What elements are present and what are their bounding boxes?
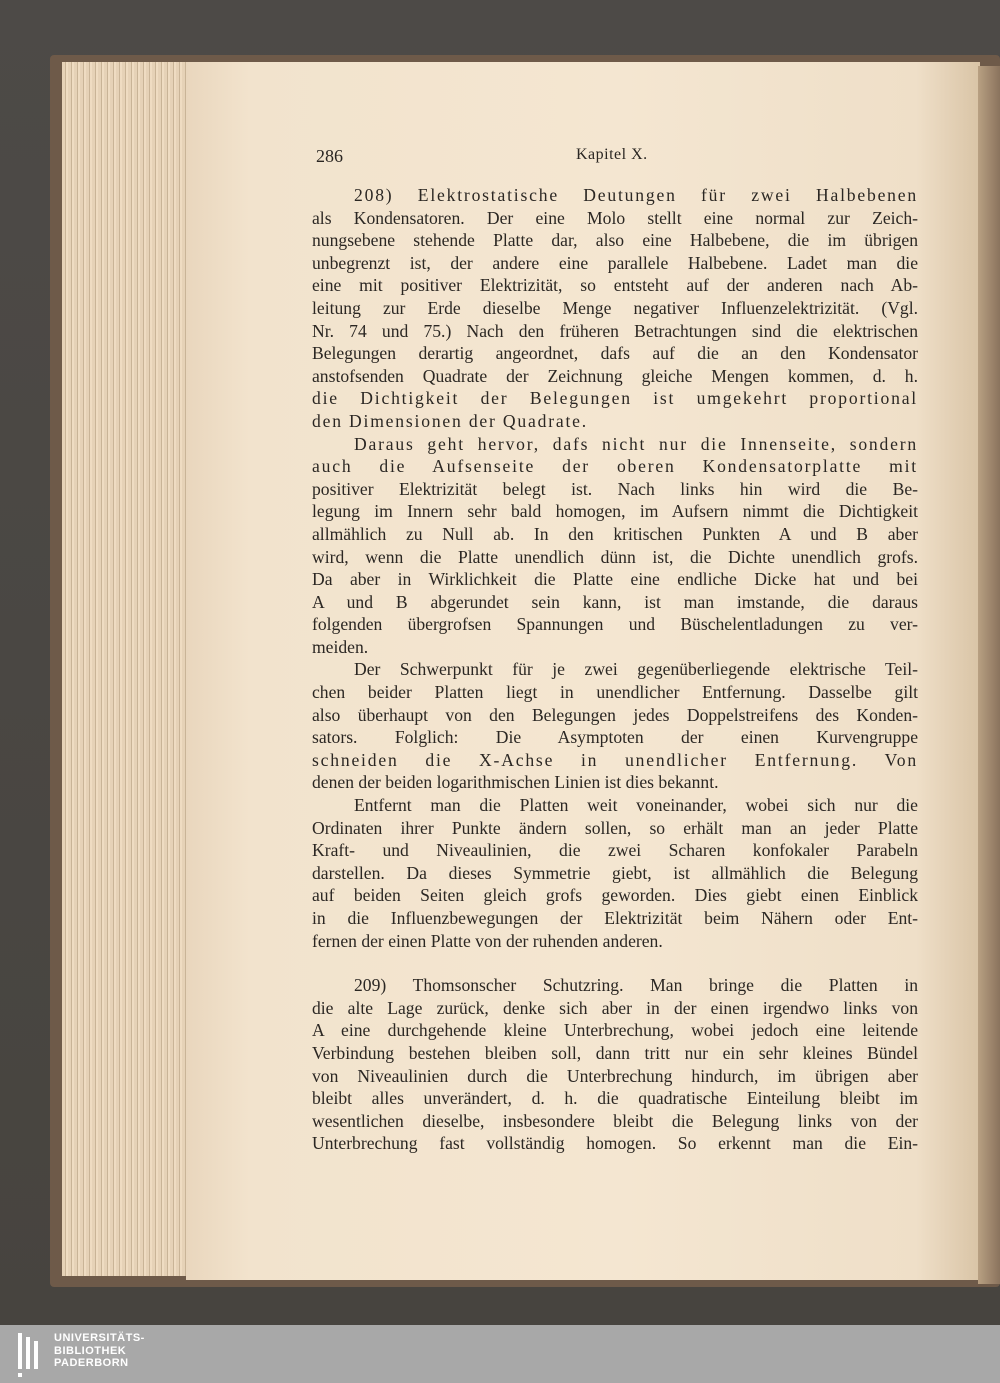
page-edges [62,62,188,1276]
text-line: also überhaupt von den Belegungen jedes Doppelstreifens des Konden- [312,704,918,725]
page-number: 286 [316,146,343,166]
text-line: denen der beiden logarithmischen Linien ist dies bekannt. [312,772,719,793]
text-line: 208) Elektrostatische Deutungen für zwei Halbebenen [354,185,918,205]
body-text [312,184,918,1155]
text-line: auf beiden Seiten gleich grofs geworden. Dies giebt einen Einblick [312,885,918,906]
text-line: die alte Lage zurück, denke sich aber in der einen irgendwo links von [312,997,918,1018]
text-line: Nr. 74 und 75.) Nach den früheren Betrachtungen sind die elektrischen [312,320,918,341]
page-gutter-edge [978,66,1000,1284]
library-logo-icon [18,1333,46,1377]
text-line: wesentlichen dieselbe, insbesondere bleibt die Belegung links von der [312,1110,918,1131]
text-line: meiden. [312,636,369,657]
text-line: folgenden übergrofsen Spannungen und Büschelentladungen zu ver- [312,614,918,635]
text-line: unbegrenzt ist, der andere eine parallele Halbebene. Ladet man die [312,252,918,273]
text-line: als Kondensatoren. Der eine Molo stellt eine normal zur Zeich- [312,207,918,228]
library-footer [0,1325,1000,1383]
text-line: Der Schwerpunkt für je zwei gegenüberliegende elektrische Teil- [354,659,918,680]
text-line: Belegungen derartig angeordnet, dafs auf die an den Kondensator [312,343,918,364]
text-line: legung im Innern sehr bald homogen, im Aufsern nimmt die Dichtigkeit [312,501,918,522]
text-line: die Dichtigkeit der Belegungen ist umgekehrt proportional [312,388,918,409]
text-line: A eine durchgehende kleine Unterbrechung, wobei jedoch eine leitende [312,1020,918,1041]
text-line: darstellen. Da dieses Symmetrie giebt, ist allmählich die Belegung [312,862,918,883]
text-line: positiver Elektrizität belegt ist. Nach links hin wird die Be- [312,478,918,499]
text-line: sators. Folglich: Die Asymptoten der einen Kurvengruppe [312,727,918,748]
text-line: Verbindung bestehen bleiben soll, dann tritt nur ein sehr kleines Bündel [312,1042,918,1063]
text-line: 209) Thomsonscher Schutzring. Man bringe die Platten in [354,975,918,996]
library-name-line1: UNIVERSITÄTS- [54,1332,145,1344]
text-line: Da aber in Wirklichkeit die Platte eine endliche Dicke hat und bei [312,569,918,590]
text-line: schneiden die X-Achse in unendlicher Entfernung. Von [312,749,918,770]
text-line: A und B abgerundet sein kann, ist man imstande, die daraus [312,591,918,612]
text-line: fernen der einen Platte von der ruhenden anderen. [312,930,663,951]
running-head [316,146,920,172]
text-line: anstofsenden Quadrate der Zeichnung gleiche Mengen kommen, d. h. [312,365,918,386]
text-line: nungsebene stehende Platte dar, also eine Halbebene, die im übrigen [312,230,918,251]
text-line: in die Influenzbewegungen der Elektrizität beim Nähern oder Ent- [312,908,918,928]
text-line: Kraft- und Niveaulinien, die zwei Scharen konfokaler Parabeln [312,840,918,861]
text-line: von Niveaulinien durch die Unterbrechung hindurch, im übrigen aber [312,1065,918,1086]
text-line: Daraus geht hervor, dafs nicht nur die Innenseite, sondern [354,433,918,454]
chapter-title: Kapitel X. [576,146,648,163]
text-line: Entfernt man die Platten weit voneinander, wobei sich nur die [354,795,918,816]
text-line: den Dimensionen der Quadrate. [312,410,588,431]
library-name-line3: PADERBORN [54,1357,129,1369]
text-line: bleibt alles unverändert, d. h. die quadratische Einteilung bleibt im [312,1088,918,1109]
text-line: wird, wenn die Platte unendlich dünn ist, die Dichte unendlich grofs. [312,546,918,567]
library-name-line2: BIBLIOTHEK [54,1344,127,1357]
text-line: Unterbrechung fast vollständig homogen. So erkennt man die Ein- [312,1133,918,1154]
section-gap [312,952,918,974]
text-line: Ordinaten ihrer Punkte ändern sollen, so erhält man an jeder Platte [312,817,918,838]
text-line: auch die Aufsenseite der oberen Kondensatorplatte mit [312,456,918,477]
text-line: chen beider Platten liegt in unendlicher Entfernung. Dasselbe gilt [312,682,918,703]
text-line: eine mit positiver Elektrizität, so entsteht auf der anderen nach Ab- [312,275,918,296]
library-name [54,1332,145,1370]
text-line: leitung zur Erde dieselbe Menge negativer Influenzelektrizität. (Vgl. [312,297,918,318]
text-line: allmählich zu Null ab. In den kritischen Punkten A und B aber [312,523,918,544]
